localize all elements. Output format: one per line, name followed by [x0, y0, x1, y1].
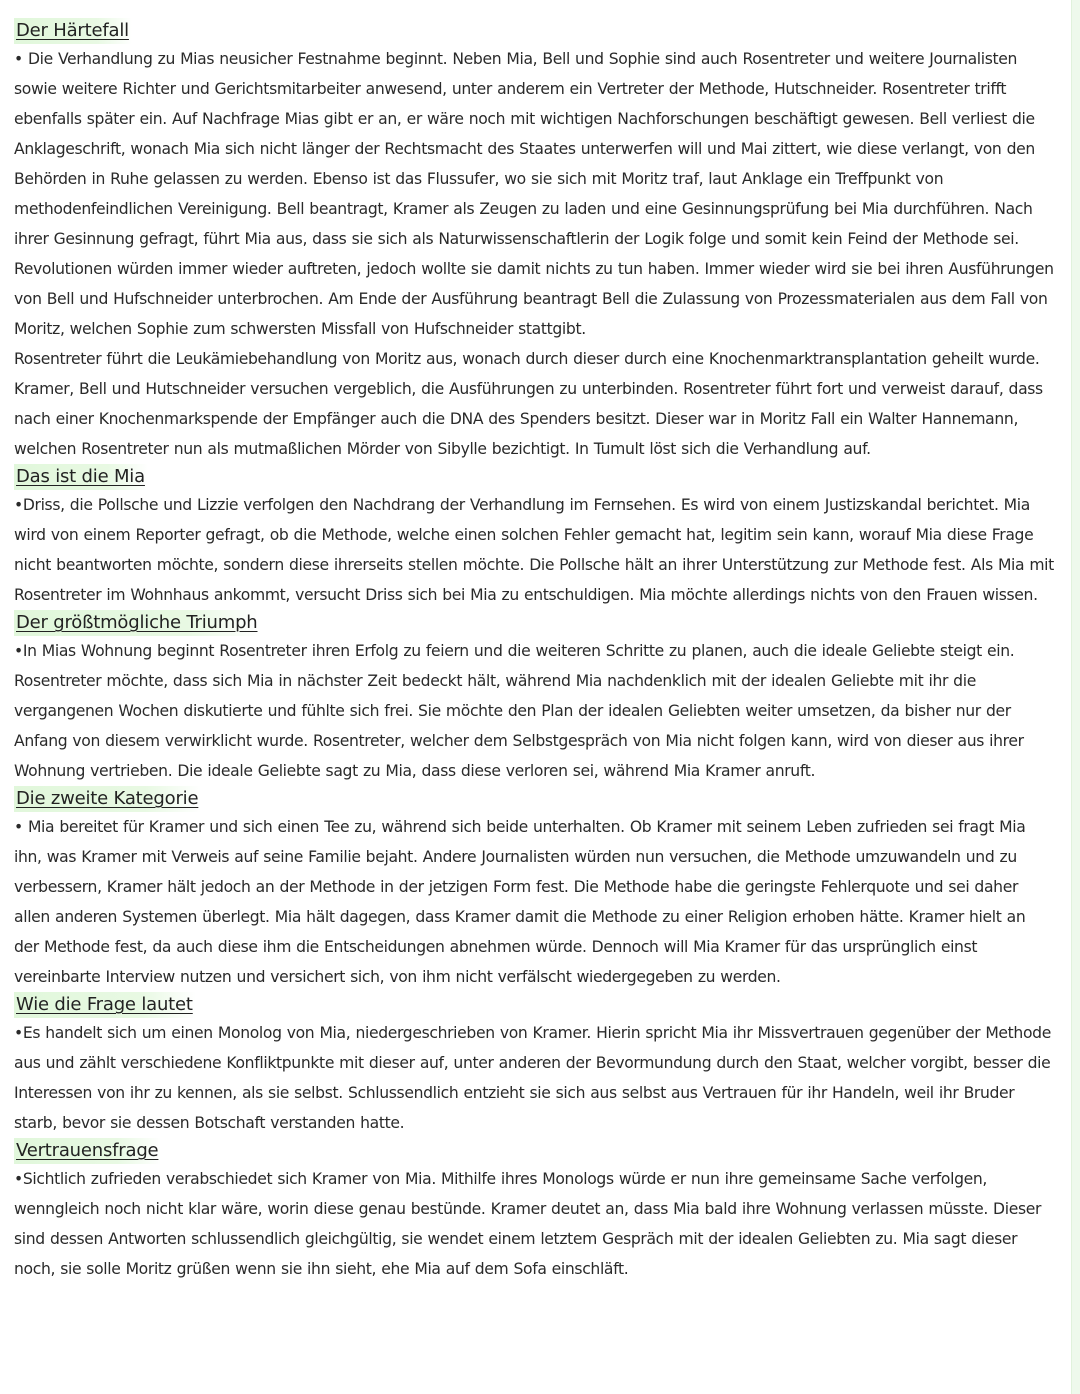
section-wie-die-frage-lautet [14, 992, 1054, 1138]
section-heading: Vertrauensfrage [14, 1138, 161, 1164]
section-der-groesstmoegliche-triumph [14, 610, 1054, 786]
right-margin-strip [1071, 0, 1080, 1394]
paragraph: •Es handelt sich um einen Monolog von Mia, niedergeschrieben von Kramer. Hierin spricht Mia ihr Missvertrauen gegenüber der Methode aus und zählt verschiedene Konfliktpunkte mit dieser auf, unter anderen der Bevormundung durch den Staat, welcher vorgibt, besser die Interessen von ihr zu kennen, als sie selbst. Schlussendlich entzieht sie sich aus selbst aus Vertrauen für ihr Handeln, weil ihr Bruder starb, bevor sie dessen Botschaft verstanden hatte. [14, 1024, 1051, 1132]
section-vertrauensfrage [14, 1138, 1054, 1284]
paragraph: •In Mias Wohnung beginnt Rosentreter ihren Erfolg zu feiern und die weiteren Schritte zu planen, auch die ideale Geliebte steigt ein. Rosentreter möchte, dass sich Mia in nächster Zeit bedeckt hält, während Mia nachdenklich mit der idealen Geliebte mit ihr die vergangenen Wochen diskutierte und fühlte sich frei. Sie möchte den Plan der idealen Geliebten weiter umsetzen, da bisher nur der Anfang von diesem verwirklicht wurde. Rosentreter, welcher dem Selbstgespräch von Mia nicht folgen kann, wird von dieser aus ihrer Wohnung vertrieben. Die ideale Geliebte sagt zu Mia, dass diese verloren sei, während Mia Kramer anruft. [14, 642, 1024, 780]
section-heading: Wie die Frage lautet [14, 992, 196, 1018]
paragraph: •Sichtlich zufrieden verabschiedet sich Kramer von Mia. Mithilfe ihres Monologs würde er nun ihre gemeinsame Sache verfolgen, wenngleich noch nicht klar wäre, worin diese genau bestünde. Kramer deutet an, dass Mia bald ihre Wohnung verlassen müsste. Dieser sind dessen Antworten schlussendlich gleichgültig, sie wendet einem letztem Gespräch mit der idealen Geliebten zu. Mia sagt dieser noch, sie solle Moritz grüßen wenn sie ihn sieht, ehe Mia auf dem Sofa einschläft. [14, 1170, 1042, 1278]
section-die-zweite-kategorie [14, 786, 1054, 992]
section-das-ist-die-mia [14, 464, 1054, 610]
document-page [14, 18, 1054, 1284]
section-heading: Die zweite Kategorie [14, 786, 201, 812]
paragraph: • Mia bereitet für Kramer und sich einen Tee zu, während sich beide unterhalten. Ob Kramer mit seinem Leben zufrieden sei fragt Mia ihn, was Kramer mit Verweis auf seine Familie bejaht. Andere Journalisten würden nun versuchen, die Methode umzuwandeln und zu verbessern, Kramer hält jedoch an der Methode in der jetzigen Form fest. Die Methode habe die geringste Fehlerquote und sei daher allen anderen Systemen überlegt. Mia hält dagegen, dass Kramer damit die Methode zu einer Religion erhoben hätte. Kramer hielt an der Methode fest, da auch diese ihm die Entscheidungen abnehmen würde. Dennoch will Mia Kramer für das ursprünglich einst vereinbarte Interview nutzen und versichert sich, von ihm nicht verfälscht wiedergegeben zu werden. [14, 818, 1026, 986]
paragraph: • Die Verhandlung zu Mias neusicher Festnahme beginnt. Neben Mia, Bell und Sophie sind auch Rosentreter und weitere Journalisten sowie weitere Richter und Gerichtsmitarbeiter anwesend, unter anderem ein Vertreter der Methode, Hutschneider. Rosentreter trifft ebenfalls später ein. Auf Nachfrage Mias gibt er an, er wäre noch mit wichtigen Nachforschungen beschäftigt gewesen. Bell verliest die Anklageschrift, wonach Mia sich nicht länger der Rechtsmacht des Staates unterwerfen will und Mai zittert, wie diese verlangt, von den Behörden in Ruhe gelassen zu werden. Ebenso ist das Flussufer, wo sie sich mit Moritz traf, laut Anklage ein Treffpunkt von methodenfeindlichen Vereinigung. Bell beantragt, Kramer als Zeugen zu laden und eine Gesinnungsprüfung bei Mia durchführen. Nach ihrer Gesinnung gefragt, führt Mia aus, dass sie sich als Naturwissenschaftlerin der Logik folge und somit kein Feind der Methode sei. Revolutionen würden immer wieder auftreten, jedoch wollte sie damit nichts zu tun haben. Immer wieder wird sie bei ihren Ausführungen von Bell und Hufschneider unterbrochen. Am Ende der Ausführung beantragt Bell die Zulassung von Prozessmaterialen aus dem Fall von Moritz, welchen Sophie zum schwersten Missfall von Hufschneider stattgibt. [14, 50, 1054, 338]
section-heading: Der Härtefall [14, 18, 132, 44]
paragraph: Rosentreter führt die Leukämiebehandlung von Moritz aus, wonach durch dieser durch eine Knochenmarktransplantation geheilt wurde. Kramer, Bell und Hutschneider versuchen vergeblich, die Ausführungen zu unterbinden. Rosentreter führt fort und verweist darauf, dass nach einer Knochenmarkspende der Empfänger auch die DNA des Spenders besitzt. Dieser war in Moritz Fall ein Walter Hannemann, welchen Rosentreter nun als mutmaßlichen Mörder von Sibylle bezichtigt. In Tumult löst sich die Verhandlung auf. [14, 350, 1043, 458]
paragraph: •Driss, die Pollsche und Lizzie verfolgen den Nachdrang der Verhandlung im Fernsehen. Es wird von einem Justizskandal berichtet. Mia wird von einem Reporter gefragt, ob die Methode, welche einen solchen Fehler gemacht hat, legitim sein kann, worauf Mia diese Frage nicht beantworten möchte, sondern diese ihrerseits stellen möchte. Die Pollsche hält an ihrer Unterstützung zur Methode fest. Als Mia mit Rosentreter im Wohnhaus ankommt, versucht Driss sich bei Mia zu entschuldigen. Mia möchte allerdings nichts von den Frauen wissen. [14, 496, 1054, 604]
section-der-haertefall [14, 18, 1054, 464]
section-heading: Der größtmögliche Triumph [14, 610, 261, 636]
section-heading: Das ist die Mia [14, 464, 148, 490]
